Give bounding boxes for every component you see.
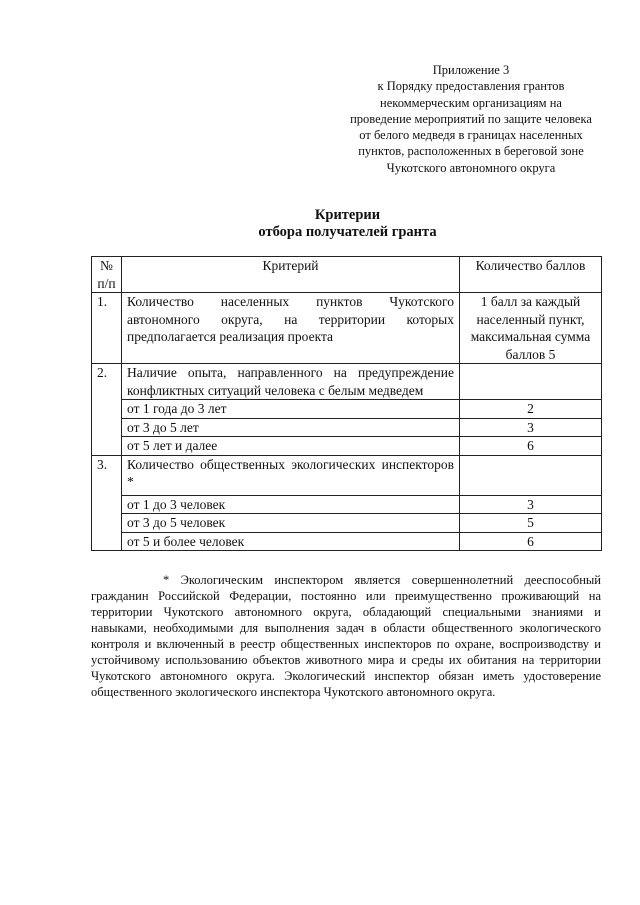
- footnote: [91, 572, 601, 700]
- header-num-line-1: №: [100, 258, 113, 273]
- subrow-label: от 3 до 5 лет: [122, 418, 460, 437]
- table-subrow: [92, 514, 602, 533]
- subrow-label: от 1 года до 3 лет: [122, 400, 460, 419]
- row-points: [460, 364, 602, 400]
- points-line: населенный пункт,: [476, 311, 585, 327]
- table-row: [92, 364, 602, 400]
- appendix-line: Чукотского автономного округа: [386, 160, 556, 175]
- row-criterion: Количество населенных пунктов Чукотского автономного округа, на территории которых предполагается реализация проекта: [122, 293, 460, 364]
- criteria-table: [91, 256, 602, 551]
- footnote-text: * Экологическим инспектором является совершеннолетний дееспособный гражданин Российской Федерации, постоянно или преимущественно проживающий на территории Чукотского автономного округа, обладающий специальными знаниями и навыками, необходимыми для выполнения задач в области общественного экологического контроля и включенный в реестр общественных инспекторов по охране, воспроизводству и устойчивому использованию объектов животного мира и среды их обитания на территории Чукотского автономного округа. Экологический инспектор обязан иметь удостоверение общественного экологического инспектора Чукотского автономного округа.: [91, 573, 601, 699]
- subrow-label: от 1 до 3 человек: [122, 495, 460, 514]
- points-line: 1 балл за каждый: [480, 294, 581, 309]
- subrow-label: от 5 и более человек: [122, 532, 460, 551]
- subrow-points: 3: [460, 418, 602, 437]
- document-title: [120, 207, 575, 241]
- points-line: баллов 5: [505, 346, 556, 362]
- row-criterion: Количество общественных экологических инспекторов *: [122, 455, 460, 495]
- header-points: Количество баллов: [460, 257, 602, 293]
- subrow-points: 5: [460, 514, 602, 533]
- appendix-line: некоммерческим организациям на: [380, 95, 562, 110]
- table-subrow: [92, 495, 602, 514]
- subrow-points: 2: [460, 400, 602, 419]
- table-subrow: [92, 532, 602, 551]
- table-subrow: [92, 418, 602, 437]
- row-points: [460, 293, 602, 364]
- subrow-label: от 5 лет и далее: [122, 437, 460, 456]
- row-num: 3.: [92, 455, 122, 551]
- header-num: [92, 257, 122, 293]
- row-points: [460, 455, 602, 495]
- appendix-line: от белого медведя в границах населенных: [359, 128, 583, 143]
- table-subrow: [92, 437, 602, 456]
- header-num-line-2: п/п: [97, 275, 116, 291]
- table-row: [92, 293, 602, 364]
- header-criterion: Критерий: [122, 257, 460, 293]
- appendix-line: к Порядку предоставления грантов: [377, 79, 565, 94]
- subrow-points: 3: [460, 495, 602, 514]
- row-criterion: Наличие опыта, направленного на предупреждение конфликтных ситуаций человека с белым медведем: [122, 364, 460, 400]
- subrow-points: 6: [460, 437, 602, 456]
- table-header-row: [92, 257, 602, 293]
- appendix-line: Приложение 3: [432, 63, 510, 77]
- appendix-line: проведение мероприятий по защите человека: [350, 111, 592, 126]
- title-line-1: Критерии: [314, 207, 381, 223]
- row-num: 1.: [92, 293, 122, 364]
- row-num: 2.: [92, 364, 122, 456]
- points-line: максимальная сумма: [470, 329, 591, 344]
- subrow-label: от 3 до 5 человек: [122, 514, 460, 533]
- table-row: [92, 455, 602, 495]
- subrow-points: 6: [460, 532, 602, 551]
- appendix-header: [320, 62, 622, 176]
- appendix-line: пунктов, расположенных в береговой зоне: [358, 144, 584, 159]
- table-subrow: [92, 400, 602, 419]
- title-line-2: отбора получателей гранта: [258, 224, 437, 240]
